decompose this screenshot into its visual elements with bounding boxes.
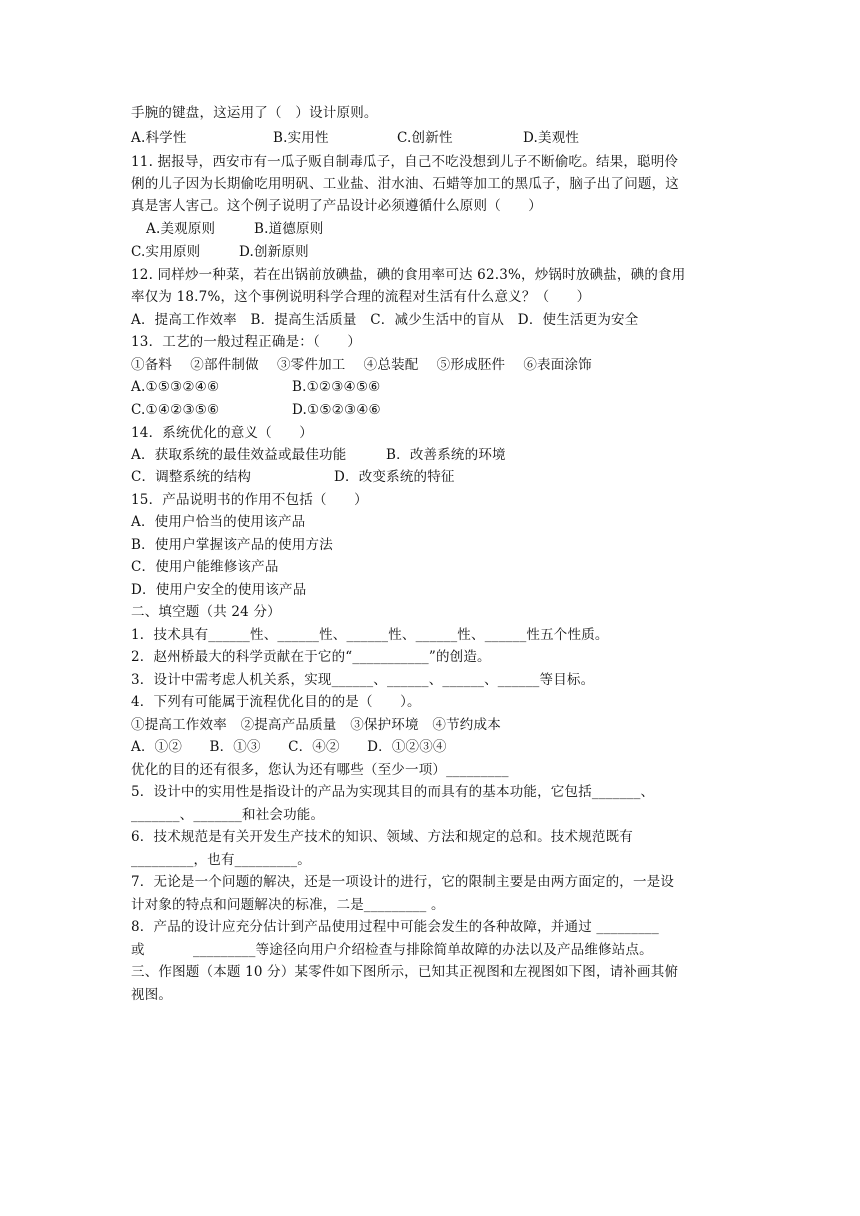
fill-q8-line-1: 8．产品的设计应充分估计到产品使用过程中可能会发生的各种故障，并通过 _________ — [131, 919, 659, 935]
fill-q6-line-1: 6．技术规范是有关开发生产技术的知识、领域、方法和规定的总和。技术规范既有 — [131, 829, 633, 845]
q12-line-1: 12. 同样炒一种菜，若在出锅前放碘盐，碘的食用率可达 62.3%，炒锅时放碘盐，碘的食用 — [131, 267, 686, 283]
fill-q7-line-1: 7．无论是一个问题的解决，还是一项设计的进行，它的限制主要是由两方面定的，一是设 — [131, 874, 675, 890]
q14-option-c: C．调整系统的结构 — [131, 469, 252, 485]
fill-q4-more: 优化的目的还有很多，您认为还有哪些（至少一项）_________ — [131, 762, 509, 778]
q14-option-a: A．获取系统的最佳效益或最佳功能 — [131, 447, 347, 463]
q15-option-c: C．使用户能维修该产品 — [131, 559, 279, 575]
fill-q8-line-2-text: _________等途径向用户介绍检查与排除简单故障的办法以及产品维修站点。 — [193, 942, 653, 958]
q11-option-b: B.道德原则 — [254, 221, 324, 237]
q14-option-b: B．改善系统的环境 — [386, 447, 506, 463]
q11-option-d: D.创新原则 — [239, 244, 309, 260]
fill-q5-line-2: _______、_______和社会功能。 — [131, 807, 325, 823]
fill-q3: 3．设计中需考虑人机关系，实现______、______、______、______等目标。 — [131, 672, 595, 688]
fill-q7-line-2: 计对象的特点和问题解决的标准，二是_________ 。 — [131, 897, 445, 913]
fill-q8-or: 或 — [131, 942, 145, 958]
fill-q1: 1．技术具有______性、______性、______性、______性、______性五个性质。 — [131, 627, 609, 643]
section-3-heading-cont: 视图。 — [131, 987, 173, 1003]
q12-options: A．提高工作效率 B．提高生活质量 C．减少生活中的盲从 D．使生活更为安全 — [131, 312, 639, 328]
q14-options-row-2 — [0, 468, 860, 540]
q11-option-a: A.美观原则 — [146, 221, 216, 237]
q13-option-d: D.①⑤②③④⑥ — [292, 402, 381, 418]
q11-line-1: 11. 据报导，西安市有一瓜子贩自制毒瓜子，自己不吃没想到儿子不断偷吃。结果，聪明伶 — [131, 154, 679, 170]
fill-q5-line-1: 5．设计中的实用性是指设计的产品为实现其目的而具有的基本功能，它包括_______、 — [131, 784, 655, 800]
q13-option-c: C.①④②③⑤⑥ — [131, 402, 220, 418]
q11-option-c: C.实用原则 — [131, 244, 201, 260]
section-2-heading: 二、填空题（共 24 分） — [131, 604, 281, 620]
q10-option-d: D.美观性 — [523, 130, 580, 146]
fill-q4-stem: 4．下列有可能属于流程优化目的的是（ ）。 — [131, 694, 421, 710]
fill-q2: 2．赵州桥最大的科学贡献在于它的“___________”的创造。 — [131, 649, 491, 665]
q10-option-b: B.实用性 — [273, 130, 329, 146]
fill-q4-options: A．①② B．①③ C．④② D．①②③④ — [131, 739, 447, 755]
q15-option-d: D．使用户安全的使用该产品 — [131, 582, 307, 598]
q10-option-a: A.科学性 — [131, 130, 187, 146]
q15-option-b: B．使用户掌握该产品的使用方法 — [131, 537, 333, 553]
q13-option-b: B.①②③④⑤⑥ — [292, 379, 381, 395]
q15-stem: 15．产品说明书的作用不包括（ ） — [131, 492, 368, 508]
q12-line-2: 率仅为 18.7%，这个事例说明科学合理的流程对生活有什么意义？（ ） — [131, 289, 591, 305]
q11-line-3: 真是害人害己。这个例子说明了产品设计必须遵循什么原则（ ） — [131, 198, 542, 214]
q13-steps: ①备料 ②部件制做 ③零件加工 ④总装配 ⑤形成胚件 ⑥表面涂饰 — [131, 357, 592, 373]
q15-option-a: A．使用户恰当的使用该产品 — [131, 514, 306, 530]
fill-q4-items: ①提高工作效率 ②提高产品质量 ③保护环境 ④节约成本 — [131, 717, 501, 733]
section-3-heading: 三、作图题（本题 10 分）某零件如下图所示，已知其正视图和左视图如下图，请补画其俯 — [131, 964, 679, 980]
q11-line-2: 俐的儿子因为长期偷吃用明矾、工业盐、泔水油、石蜡等加工的黑瓜子，脑子出了问题，这 — [131, 176, 679, 192]
q14-stem: 14．系统优化的意义（ ） — [131, 425, 313, 441]
q10-stem-end: 手腕的键盘，这运用了（ ）设计原则。 — [131, 105, 378, 121]
q13-option-a: A.①⑤③②④⑥ — [131, 379, 220, 395]
q14-option-d: D．改变系统的特征 — [334, 469, 455, 485]
q13-stem: 13．工艺的一般过程正确是：（ ） — [131, 334, 362, 350]
q10-option-c: C.创新性 — [397, 130, 453, 146]
fill-q6-line-2: _________，也有_________。 — [131, 852, 311, 868]
